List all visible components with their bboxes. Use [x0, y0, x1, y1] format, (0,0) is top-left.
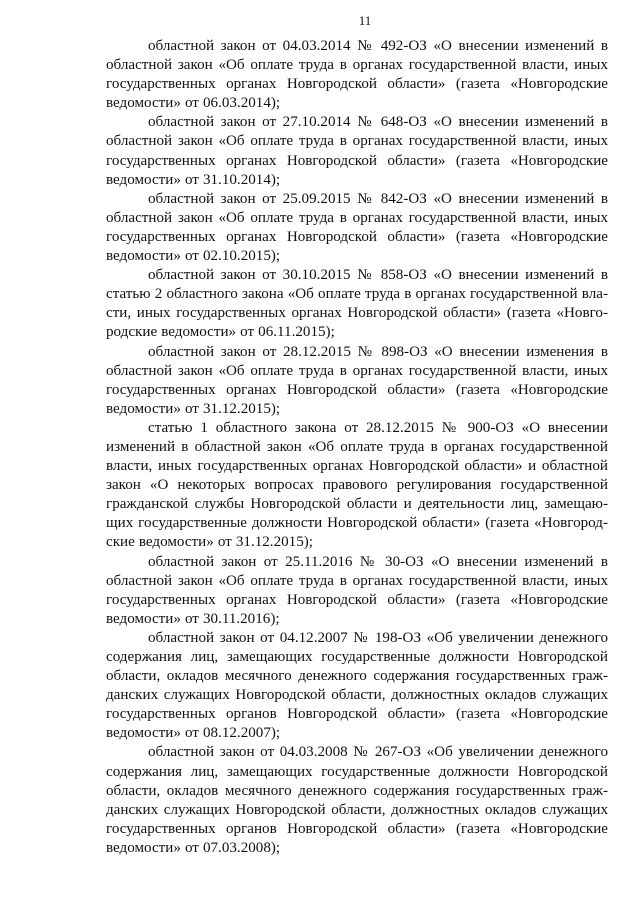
law-reference-paragraph: областной закон от 25.09.2015 № 842-ОЗ «О внесении изменений в областной закон «Об оплате труда в органах государственной власти, иных государственных органах Новгородской области» (газета «Новгородские ведомости» от 02.10.2015); — [106, 190, 608, 265]
law-reference-paragraph: областной закон от 04.03.2014 № 492-ОЗ «О внесении изменений в областной закон «Об оплате труда в органах государственной власти, иных государственных органах Новгородской области» (газета «Новгородские ведомости» от 06.03.2014); — [106, 38, 608, 112]
law-reference-paragraph: областной закон от 30.10.2015 № 858-ОЗ «О внесении изменений в статью 2 областного закона «Об оплате труда в органах государственной власти, иных государственных органах Новгородской области» (газета «Новгородские ведомости» от 06.11.2015); — [106, 267, 608, 341]
law-reference-paragraph: областной закон от 27.10.2014 № 648-ОЗ «О внесении изменений в областной закон «Об оплате труда в органах государственной власти, иных государственных органах Новгородской области» (газета «Новгородские ведомости» от 31.10.2014); — [106, 114, 608, 188]
law-reference-paragraph: областной закон от 04.12.2007 № 198-ОЗ «Об увеличении денежного содержания лиц, замещающих государственные должности Новгородской области, окладов месячного денежного содержания государственных гражданских служащих Новгородской области, должностных окладов служащих государственных органов Новгородской области» (газета «Новгородские ведомости» от 08.12.2007); — [106, 629, 608, 742]
law-reference-paragraph: областной закон от 28.12.2015 № 898-ОЗ «О внесении изменения в областной закон «Об оплате труда в органах государственной власти, иных государственных органах Новгородской области» (газета «Новгородские ведомости» от 31.12.2015); — [106, 343, 608, 417]
law-reference-paragraph: областной закон от 25.11.2016 № 30-ОЗ «О внесении изменений в областной закон «Об оплате труда в органах государственной власти, иных государственных органах Новгородской области» (газета «Новгородские ведомости» от 30.11.2016); — [106, 553, 608, 627]
document-body — [106, 37, 608, 858]
law-reference-paragraph: статью 1 областного закона от 28.12.2015 № 900-ОЗ «О внесении изменений в областной закон «Об оплате труда в органах государственной власти, иных государственных органах Новгородской области» и областной закон «О некоторых вопросах правового регулирования государственной гражданской службы Новгородской области и деятельности лиц, замещающих государственные должности Новгородской области» (газета «Новгородские ведомости» от 31.12.2015); — [106, 419, 608, 551]
law-reference-paragraph: областной закон от 04.03.2008 № 267-ОЗ «Об увеличении денежного содержания лиц, замещающих государственные должности Новгородской области, окладов месячного денежного содержания государственных гражданских служащих Новгородской области, должностных окладов служащих государственных органов Новгородской области» (газета «Новгородские ведомости» от 07.03.2008); — [106, 744, 608, 856]
page-number: 11 — [358, 13, 372, 28]
